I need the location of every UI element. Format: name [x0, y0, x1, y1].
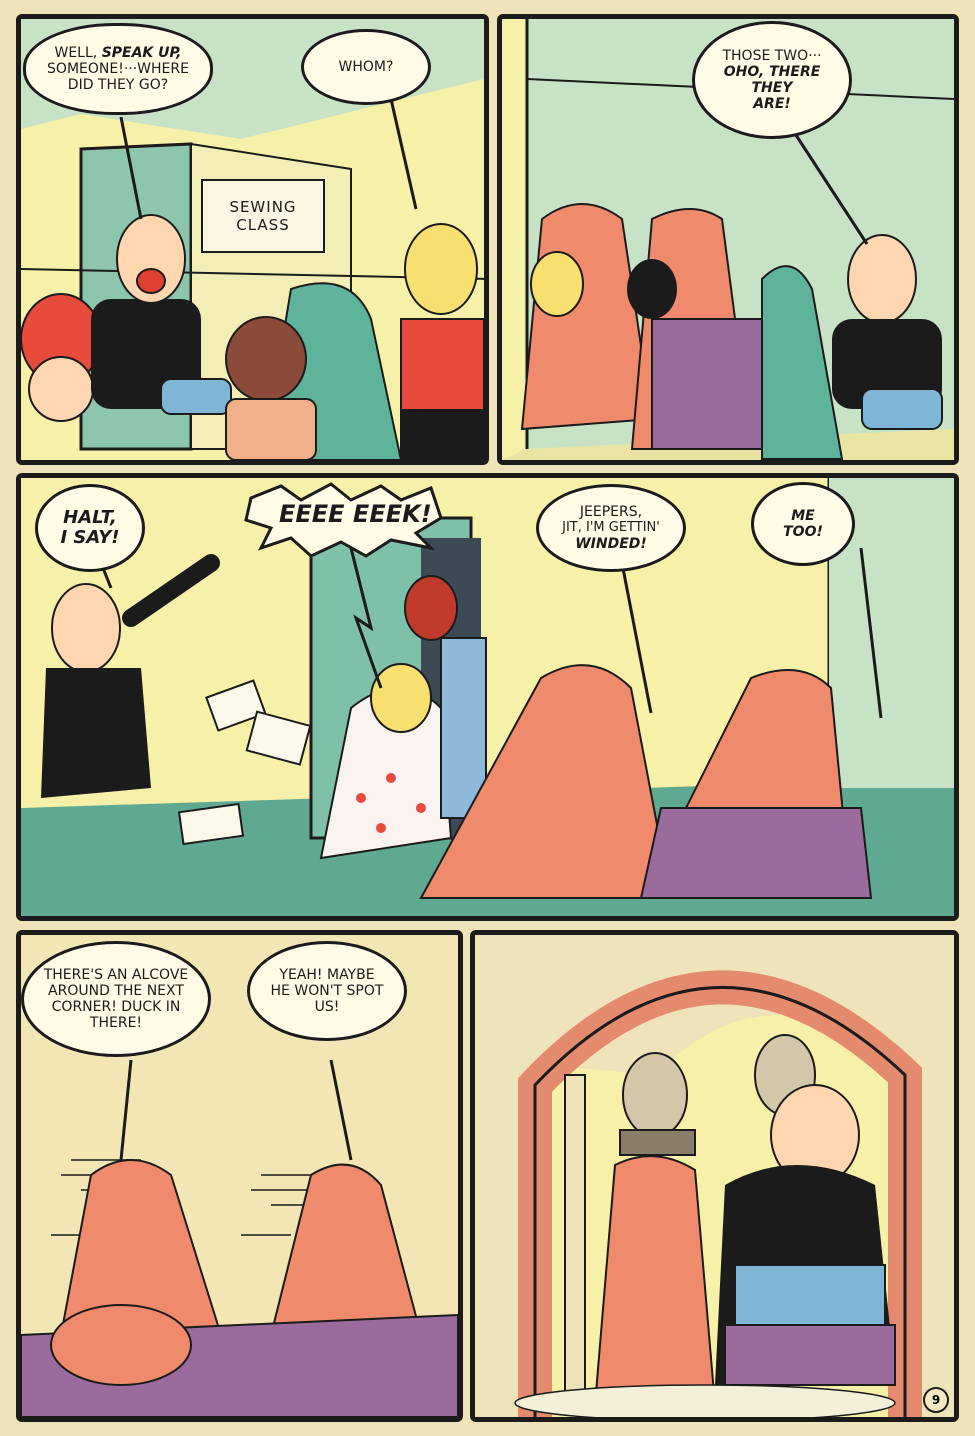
- sign-line-1: SEWING: [229, 198, 297, 216]
- sewing-class-sign: [201, 179, 325, 253]
- scream-text: EEEE EEEK!: [279, 500, 432, 528]
- bubble-text: JEEPERS,: [579, 504, 643, 520]
- speech-bubble-jeepers: [536, 484, 686, 572]
- bubble-text: WHOM?: [338, 59, 394, 75]
- panel-there-they-are: [497, 14, 959, 465]
- bubble-text: YEAH! MAYBE: [279, 967, 375, 983]
- panel-5-artwork: [475, 935, 954, 1417]
- bubble-text: US!: [314, 999, 340, 1015]
- bubble-text-bold: THEY: [751, 80, 793, 96]
- bubble-text-bold: ME: [791, 508, 815, 524]
- bubble-text-bold: HALT,: [63, 507, 117, 528]
- speech-bubble-halt: [35, 484, 145, 572]
- bubble-text: THERE!: [89, 1015, 143, 1031]
- speech-bubble-whom: [301, 29, 431, 105]
- speech-bubble-maybe-he-wont-spot-us: [247, 941, 407, 1041]
- bubble-text-bold: TOO!: [783, 524, 823, 540]
- bubble-text-bold: WINDED!: [575, 536, 647, 552]
- bubble-text: AROUND THE NEXT: [48, 983, 184, 999]
- bubble-text-bold: SPEAK UP,: [101, 45, 182, 61]
- bubble-text: SOMEONE!···WHERE: [47, 61, 189, 77]
- page-number: [923, 1387, 949, 1413]
- bubble-text-bold: ARE!: [753, 96, 791, 112]
- speech-bubble-where-did-they-go: [23, 23, 213, 115]
- bubble-text: THOSE TWO···: [722, 48, 822, 64]
- scream-sound-effect: [279, 500, 432, 528]
- bubble-text: DID THEY GO?: [67, 77, 169, 93]
- bubble-text: HE WON'T SPOT: [270, 983, 384, 999]
- speech-bubble-oho-there-they-are: [692, 21, 852, 139]
- sign-line-2: CLASS: [236, 216, 290, 234]
- speech-bubble-me-too: [751, 482, 855, 566]
- panel-sewing-class-door: [16, 14, 489, 465]
- bubble-text: WELL,: [54, 45, 98, 61]
- panel-alcove-busts: [470, 930, 959, 1422]
- bubble-text: CORNER! DUCK IN: [51, 999, 181, 1015]
- panel-halt-chase: [16, 473, 959, 921]
- bubble-text: JIT, I'M GETTIN': [562, 520, 660, 535]
- page-number-text: 9: [931, 1393, 941, 1407]
- bubble-text-bold: OHO, THERE: [723, 64, 821, 80]
- speech-bubble-alcove: [21, 941, 211, 1057]
- panel-alcove-dash: [16, 930, 463, 1422]
- bubble-text: THERE'S AN ALCOVE: [43, 967, 189, 983]
- bubble-text-bold: I SAY!: [60, 527, 120, 548]
